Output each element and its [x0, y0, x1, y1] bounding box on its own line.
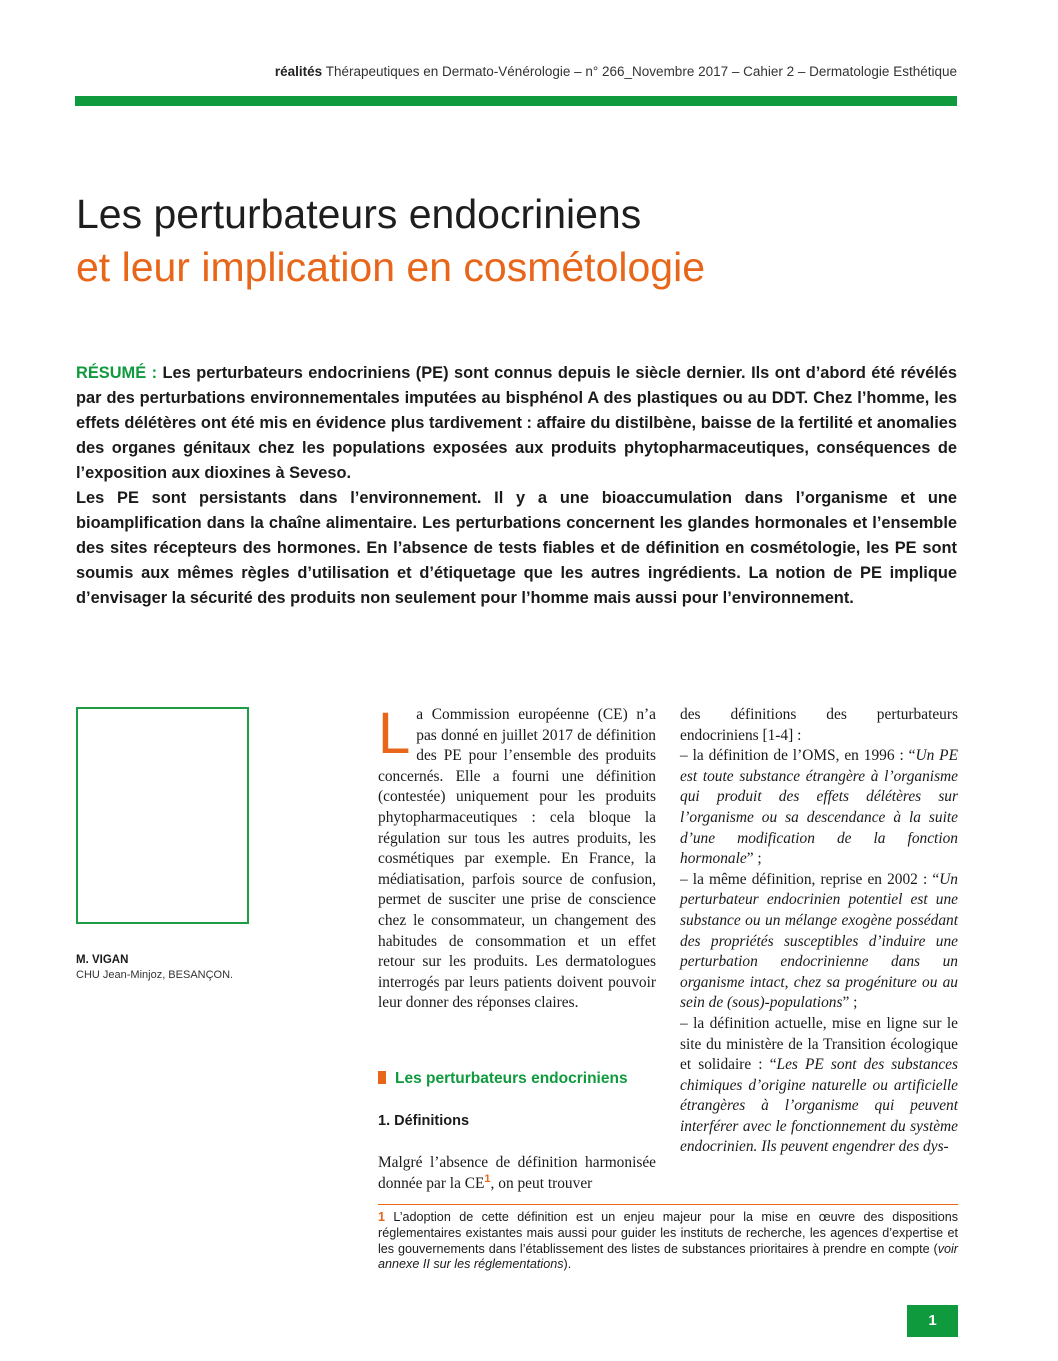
journal-issue: Thérapeutiques en Dermato-Vénérologie – n° 266_Novembre 2017 – Cahier 2 – Dermatologie Esthétique [325, 64, 957, 79]
definitions-paragraph [378, 1153, 656, 1194]
author-photo-placeholder [76, 707, 249, 924]
def1-quote: Un PE est toute substance étrangère à l’organisme qui produit des effets délétères sur l’organisme ou sa descendance à la suite d’une modification de la fonction hormonale [680, 747, 958, 868]
abstract-paragraph-1 [76, 361, 957, 486]
footnote-number: 1 [378, 1210, 386, 1224]
def2-suffix: ” ; [842, 994, 858, 1012]
def2-prefix: – la même définition, reprise en 2002 : “ [680, 870, 940, 888]
def3-prefix: – la définition actuelle, mise en ligne sur le site du ministère de la Transition écologique et solidaire : “ [680, 1014, 958, 1074]
definitions-text-end: , on peut trouver [490, 1174, 593, 1192]
footnote [378, 1210, 958, 1273]
journal-brand: réalités [274, 64, 323, 79]
def1-prefix: – la définition de l’OMS, en 1996 : “ [680, 747, 916, 765]
title-line-1: Les perturbateurs endocriniens [76, 191, 642, 237]
def2-quote: Un perturbateur endocrinien potentiel est une substance ou un mélange exogène possédant des propriétés susceptibles d’induire une perturbation endocrinienne dans un organisme intact, chez sa progéniture ou au sein de (sous)-populations [680, 870, 958, 1012]
sub-heading: 1. Définitions [378, 1113, 470, 1129]
footnote-reference[interactable]: 1 [484, 1172, 491, 1185]
section-heading [378, 1070, 628, 1088]
header-bar [75, 96, 957, 106]
footnote-end: ). [563, 1257, 572, 1272]
column-1-intro [378, 701, 656, 1014]
footnote-italic: voir annexe II sur les réglementations [378, 1241, 958, 1272]
definition-oms-1996 [680, 746, 958, 870]
column-2 [680, 705, 958, 1158]
abstract-text-1: Les perturbateurs endocriniens (PE) sont connus depuis le siècle dernier. Ils ont d’abord été révélés par des perturbations environnementales imputées au bisphénol A des plastiques ou au DDT. Chez l’homme, les effets délétères ont été mis en évidence plus tardivement : affaire du distilbène, baisse de la fertilité et anomalies des organes génitaux chez les populations exposées aux produits phytopharmaceutiques, conséquences de l’exposition aux dioxines à Seveso. [76, 364, 957, 482]
footnote-text: L’adoption de cette définition est un enjeu majeur pour la mise en œuvre des dispositions réglementaires existantes mais aussi pour guider les instituts de recherche, les agences d’expertise et les gouvernements dans l’établissement des listes de substances prioritaires à prendre en compte ( [378, 1210, 958, 1256]
section-heading-text: Les perturbateurs endocriniens [395, 1070, 628, 1087]
abstract [76, 361, 957, 611]
author-affiliation: CHU Jean-Minjoz, BESANÇON. [76, 969, 234, 981]
page-number: 1 [907, 1305, 958, 1337]
col2-intro: des définitions des perturbateurs endocriniens [1-4] : [680, 706, 958, 744]
abstract-label: RÉSUMÉ : [76, 364, 158, 382]
title-line-2: et leur implication en cosmétologie [76, 244, 705, 290]
def1-suffix: ” ; [746, 850, 762, 868]
section-square-icon [378, 1071, 386, 1084]
abstract-paragraph-2: Les PE sont persistants dans l’environnement. Il y a une bioaccumulation dans l’organisme et une bioamplification dans la chaîne alimentaire. Les perturbations concernent les glandes hormonales et l’ensemble des sites récepteurs des hormones. En l’absence de tests fiables et de définition en cosmétologie, les PE sont soumis aux mêmes règles d’utilisation et d’étiquetage que les autres ingrédients. La notion de PE implique d’envisager la sécurité des produits non seulement pour l’homme mais aussi pour l’environnement. [76, 489, 957, 607]
definitions-text: Malgré l’absence de définition harmonisée donnée par la CE [378, 1154, 656, 1192]
running-header [275, 64, 957, 79]
def3-quote: Les PE sont des substances chimiques d’origine naturelle ou artificielle étrangères à l’organisme qui peuvent interférer avec le fonctionnement du système endocrinien. Ils peuvent engendrer des dys- [680, 1056, 958, 1156]
footnote-rule [378, 1204, 958, 1205]
column-1-definitions [378, 1153, 656, 1194]
intro-paragraph [378, 701, 656, 1014]
author-name: M. VIGAN [76, 954, 129, 966]
article-title [76, 188, 705, 294]
definition-2002 [680, 870, 958, 1014]
drop-cap: L [378, 701, 411, 766]
intro-text: a Commission européenne (CE) n’a pas donné en juillet 2017 de définition des PE pour l’ensemble des produits concernés. Elle a fourni une définition (contestée) uniquement pour les produits phytopharmaceutiques : cela bloque la régulation sur tous les autres produits, les cosmétiques par exemple. En France, la médiatisation, parfois source de confusion, permet de susciter une prise de conscience chez le consommateur, un changement des habitudes de consommation et un effet retour sur les produits. Les dermatologues interrogés par leurs patients doivent pouvoir leur donner des réponses claires. [378, 706, 656, 1012]
definition-current [680, 1014, 958, 1158]
